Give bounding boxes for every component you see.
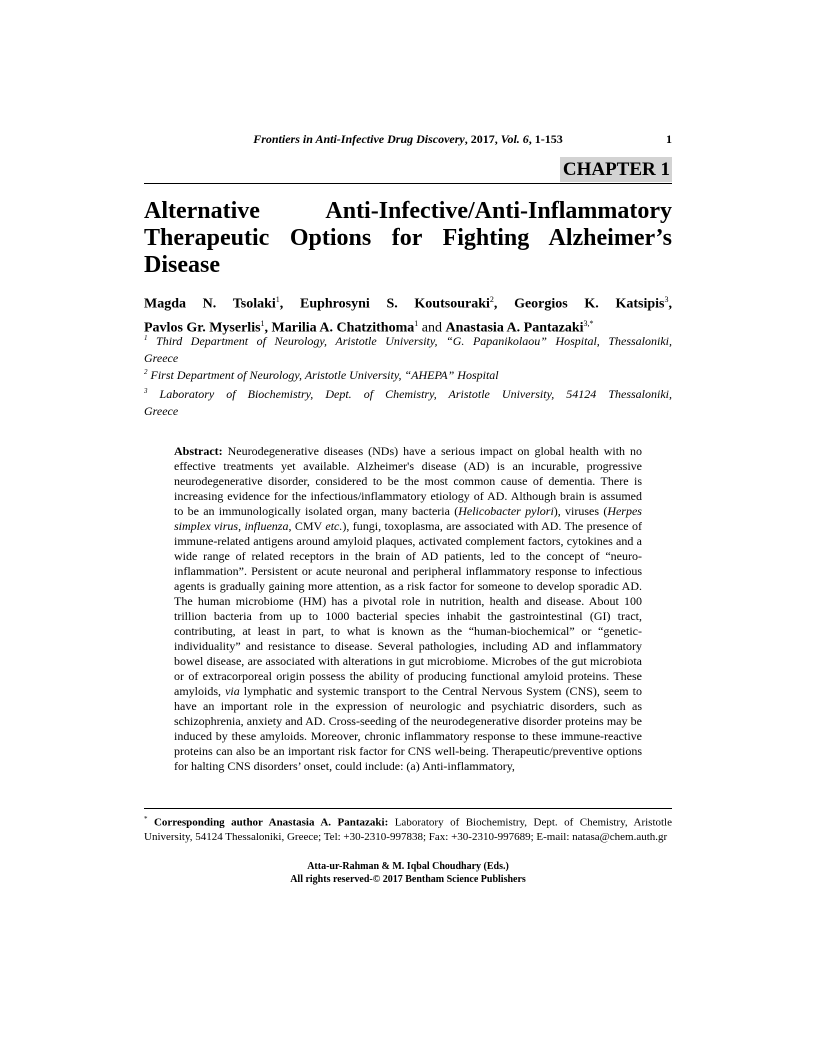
- author-name: Georgios K. Katsipis: [514, 296, 665, 312]
- author-affiliation-mark: 1: [414, 318, 419, 328]
- affiliation-number: 3: [144, 387, 148, 395]
- affiliation-line: [144, 330, 672, 350]
- abstract-text: ), fungi, toxoplasma, are associated with AD. The presence of immune-related antigens around amyloid plaques, activated complement factors, cytokines and a wide range of related receptors in the brain of AD patients, led to the concept of “neuro-inflammation”. Persistent or acute neuronal and peripheral inflammatory response to infectious agents is gradually gaining more attention, as a risk factor for someone to develop sporadic AD. The human microbiome (HM) has a pivotal role in nutrition, health and disease. About 100 trillion bacteria from up to 1000 bacterial species inhabit the gastrointestinal (GI) tract, contributing, at least in part, to what is known as the “human-biochemical” or “genetic-individuality” and resistance to disease. Several pathologies, including AD and inflammatory bowel disease, are associated with alterations in gut microbiome. Microbes of the gut microbiota or of extracorporeal origin possess the ability of producing functional amyloid proteins. These amyloids,: [174, 519, 643, 698]
- abstract-italic: Helicobacter pylori: [458, 504, 554, 518]
- abstract-text: ,: [238, 519, 245, 533]
- affiliation-text: First Department of Neurology, Aristotle University, “AHEPA” Hospital: [150, 368, 499, 382]
- affiliation-3: [144, 383, 672, 420]
- abstract-italic: via: [225, 684, 240, 698]
- abstract-text: Neurodegenerative diseases (NDs) have a serious impact on global health with no effective treatments yet available. Alzheimer's disease (AD) is an incurable, progressive neurodegenerative disorder, considered to be the most common cause of dementia. There is increasing evidence for the infectious/inflammatory etiology of AD. Although brain is assumed to be an immunologically isolated organ, many bacteria (: [174, 444, 642, 518]
- author-affiliation-mark: 1: [260, 318, 265, 328]
- corresponding-author-footnote: [144, 812, 672, 844]
- chapter-title: [144, 198, 672, 279]
- journal-pages: , 1-153: [528, 132, 563, 146]
- author-conjunction: and: [418, 320, 446, 336]
- chapter-header: [144, 157, 672, 184]
- abstract-text: , CMV: [288, 519, 326, 533]
- editors-line: Atta-ur-Rahman & M. Iqbal Choudhary (Eds.): [307, 861, 509, 872]
- affiliation-line: [144, 383, 672, 403]
- title-line-2: Therapeutic Options for Fighting Alzheimer’s: [144, 225, 672, 251]
- affiliation-text: Laboratory of Biochemistry, Dept. of Chemistry, Aristotle University, 54124 Thessaloniki,: [159, 387, 672, 401]
- footnote-text: Laboratory of Biochemistry, Dept. of Chemistry, Aristotle University, 54124 Thessaloniki, Greece; Tel: +30-2310-997838; Fax: +30-2310-997689; E-mail: natasa@chem.auth.gr: [144, 816, 672, 843]
- abstract-text: lymphatic and systemic transport to the Central Nervous System (CNS), seem to have an important role in the expression of neurologic and psychiatric disorders, such as schizophrenia, anxiety and AD. Cross-seeding of the neurodegenerative disorder proteins may be induced by these amyloids. Moreover, chronic inflammatory response to these immune-reactive proteins can also be an important risk factor for CNS well-being. Therapeutic/preventive options for halting CNS disorders’ onset, could include: (a) Anti-inflammatory,: [174, 684, 642, 773]
- affiliation-2: [144, 364, 672, 384]
- author-name: Marilia A. Chatzithoma: [271, 320, 415, 336]
- abstract-label: Abstract:: [174, 444, 223, 458]
- publisher-credit: [144, 860, 672, 886]
- journal-volume: Vol. 6: [500, 132, 529, 146]
- affiliation-text: Third Department of Neurology, Aristotle University, “G. Papanikolaou” Hospital, Thessaloniki,: [156, 334, 672, 348]
- rights-line: All rights reserved-© 2017 Bentham Science Publishers: [290, 874, 526, 885]
- abstract-paragraph: [174, 444, 642, 774]
- journal-name: Frontiers in Anti-Infective Drug Discovery: [253, 132, 465, 146]
- affiliation-number: 1: [144, 334, 148, 342]
- footnote-mark: *: [144, 815, 148, 823]
- affiliation-1: [144, 330, 672, 367]
- journal-citation: [144, 132, 672, 147]
- author-name: Magda N. Tsolaki: [144, 296, 276, 312]
- chapter-label: CHAPTER 1: [560, 157, 672, 182]
- author-name: Euphrosyni S. Koutsouraki: [299, 296, 490, 312]
- author-affiliation-mark: 3,*: [583, 318, 594, 328]
- affiliation-text: Greece: [144, 404, 179, 418]
- abstract-italic: etc.: [325, 519, 343, 533]
- abstract-italic: Herpes simplex virus: [174, 504, 642, 533]
- author-separator: ,: [279, 296, 300, 312]
- abstract-italic: influenza: [244, 519, 289, 533]
- footnote-rule: [144, 808, 672, 809]
- author-separator: ,: [493, 296, 515, 312]
- page-number: 1: [666, 132, 672, 146]
- abstract: [174, 444, 642, 774]
- author-name: Anastasia A. Pantazaki: [445, 320, 584, 336]
- title-line-3: Disease: [144, 252, 220, 278]
- author-name: Pavlos Gr. Myserlis: [144, 320, 261, 336]
- affiliation-text: Greece: [144, 351, 179, 365]
- author-affiliation-mark: 2: [489, 295, 494, 304]
- title-line-1: Alternative Anti-Infective/Anti-Inflammatory: [144, 198, 672, 224]
- author-separator: ,: [264, 320, 272, 336]
- abstract-text: ), viruses (: [553, 504, 608, 518]
- author-separator: ,: [668, 296, 673, 312]
- chapter-rule: [144, 183, 672, 184]
- affiliation-number: 2: [144, 368, 148, 376]
- footnote-label: Corresponding author Anastasia A. Pantazaki:: [147, 816, 389, 829]
- journal-year: , 2017,: [464, 132, 501, 146]
- authors-line-1: [144, 290, 672, 314]
- author-affiliation-mark: 3: [664, 295, 669, 304]
- author-affiliation-mark: 1: [275, 295, 280, 304]
